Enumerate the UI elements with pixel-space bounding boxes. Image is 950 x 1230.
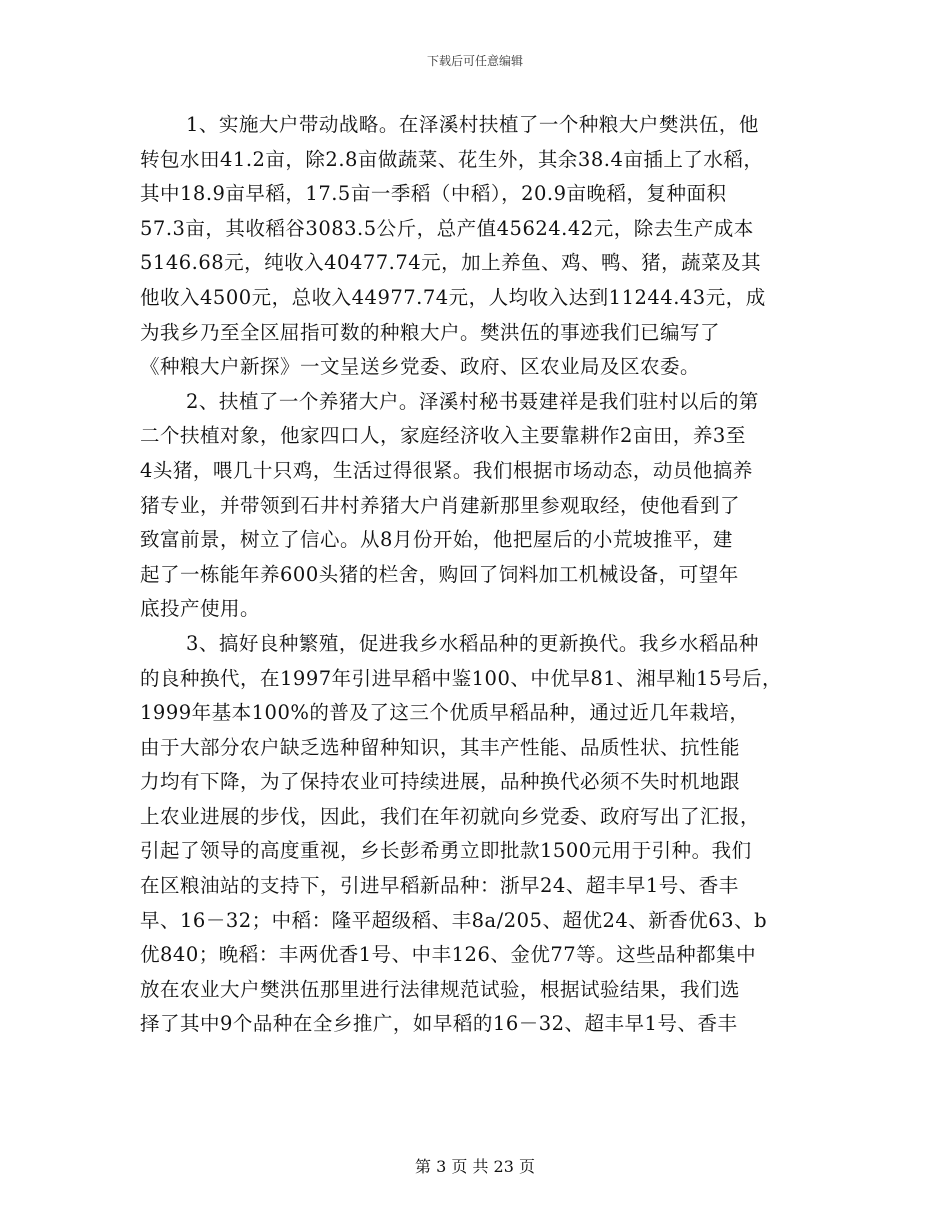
paragraph-1-line-2: 转包水田41.2亩，除2.8亩做蔬菜、花生外，其余38.4亩插上了水稻， (140, 147, 764, 171)
paragraph-3-line-8: 在区粮油站的支持下，引进早稻新品种：浙早24、超丰早1号、香丰 (140, 874, 739, 898)
paragraph-3-line-9: 早、16－32；中稻：隆平超级稻、丰8a/205、超优24、新香优63、b (140, 908, 768, 932)
paragraph-2-line-2: 二个扶植对象，他家四口人，家庭经济收入主要靠耕作2亩田，养3至 (140, 424, 746, 448)
paragraph-1-line-8: 《种粮大户新探》一文呈送乡党委、政府、区农业局及区农委。 (140, 355, 701, 379)
page-footer: 第 3 页 共 23 页 (415, 1157, 535, 1176)
paragraph-3-line-6: 上农业进展的步伐，因此，我们在年初就向乡党委、政府写出了汇报， (140, 804, 761, 828)
paragraph-1-line-5: 5146.68元，纯收入40477.74元，加上养鱼、鸡、鸭、猪，蔬菜及其 (140, 251, 762, 275)
paragraph-3-line-5: 力均有下降，为了保持农业可持续进展，品种换代必须不失时机地跟 (140, 770, 741, 794)
paragraph-1-line-4: 57.3亩，其收稻谷3083.5公斤，总产值45624.42元，除去生产成本 (140, 216, 754, 240)
paragraph-3-line-4: 由于大部分农户缺乏选种留种知识，其丰产性能、品质性状、抗性能 (140, 735, 741, 759)
paragraph-2-line-5: 致富前景，树立了信心。从8月份开始，他把屋后的小荒坡推平，建 (140, 528, 733, 552)
paragraph-3-line-7: 引起了领导的高度重视，乡长彭希勇立即批款1500元用于引种。我们 (140, 839, 752, 863)
page-header: 下载后可任意编辑 (426, 54, 523, 68)
paragraph-3-line-3: 1999年基本100%的普及了这三个优质早稻品种，通过近几年栽培， (140, 701, 750, 725)
paragraph-2-line-6: 起了一栋能年养600头猪的栏舍，购回了饲料加工机械设备，可望年 (140, 562, 739, 586)
paragraph-3-line-11: 放在农业大户樊洪伍那里进行法律规范试验，根据试验结果，我们选 (140, 977, 741, 1001)
paragraph-3-line-12: 择了其中9个品种在全乡推广，如早稻的16－32、超丰早1号、香丰 (140, 1012, 738, 1036)
paragraph-2-line-4: 猪专业，并带领到石井村养猪大户肖建新那里参观取经，使他看到了 (140, 493, 741, 517)
paragraph-1-line-1: 1、实施大户带动战略。在泽溪村扶植了一个种粮大户樊洪伍，他 (186, 113, 759, 136)
paragraph-2-line-1: 2、扶植了一个养猪大户。泽溪村秘书聂建祥是我们驻村以后的第 (186, 389, 759, 413)
paragraph-3-line-10: 优840；晚稻：丰两优香1号、中丰126、金优77等。这些品种都集中 (140, 943, 757, 967)
paragraph-1-line-3: 其中18.9亩早稻，17.5亩一季稻（中稻），20.9亩晚稻，复种面积 (140, 182, 727, 206)
document-body (140, 108, 830, 1042)
paragraph-3-line-1: 3、搞好良种繁殖，促进我乡水稻品种的更新换代。我乡水稻品种 (186, 631, 759, 655)
paragraph-2-line-7: 底投产使用。 (140, 597, 261, 621)
paragraph-2-line-3: 4头猪，喂几十只鸡，生活过得很紧。我们根据市场动态，动员他搞养 (140, 458, 753, 482)
paragraph-1-line-7: 为我乡乃至全区屈指可数的种粮大户。樊洪伍的事迹我们已编写了 (140, 320, 721, 344)
paragraph-3-line-2: 的良种换代，在1997年引进早稻中鉴100、中优早81、湘早籼15号后， (140, 666, 782, 690)
paragraph-1-line-6: 他收入4500元，总收入44977.74元，人均收入达到11244.43元，成 (140, 285, 766, 309)
